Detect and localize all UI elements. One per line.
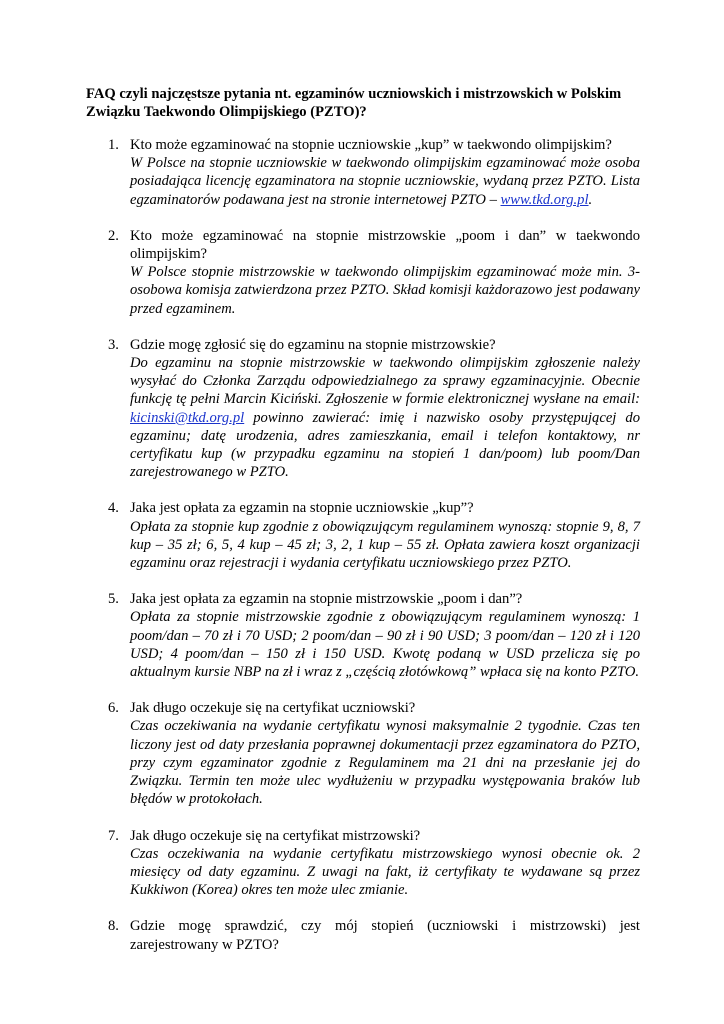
faq-question: Kto może egzaminować na stopnie mistrzowskie „poom i dan” w taekwondo olimpijskim? <box>130 227 640 263</box>
faq-question: Kto może egzaminować na stopnie uczniowskie „kup” w taekwondo olimpijskim? <box>130 137 612 153</box>
faq-question: Jaka jest opłata za egzamin na stopnie uczniowskie „kup”? <box>130 500 474 517</box>
answer-text: W Polsce na stopnie uczniowskie w taekwondo olimpijskim egzaminować może osoba posiadająca licencję egzaminatora na stopnie uczniowskie, wydaną przez PZTO. Lista egzaminatorów podawana jest na stronie internetowej PZTO – <box>130 155 640 208</box>
page-title: FAQ czyli najczęstsze pytania nt. egzaminów uczniowskich i mistrzowskich w Polskim Związku Taekwondo Olimpijskiego (PZTO)? <box>86 86 622 120</box>
item-number: 1. <box>108 137 119 153</box>
item-number: 2. <box>108 227 119 244</box>
faq-answer: Czas oczekiwania na wydanie certyfikatu wynosi maksymalnie 2 tygodnie. Czas ten liczony jest od daty przesłania poprawnej dokumentacji przez egzaminatora do PZTO, przy czym egzaminator zgodnie z Regulaminem ma 21 dni na przesłanie jej do Związku. Termin ten może ulec wydłużeniu w przypadku występowania braków lub błędów w protokołach. <box>130 718 640 808</box>
website-link[interactable]: www.tkd.org.pl <box>500 191 589 208</box>
faq-question: Gdzie mogę zgłosić się do egzaminu na stopnie mistrzowskie? <box>130 336 496 353</box>
faq-question: Jaka jest opłata za egzamin na stopnie mistrzowskie „poom i dan”? <box>130 591 523 608</box>
item-number: 6. <box>108 700 119 717</box>
item-number: 5. <box>108 591 119 608</box>
faq-answer <box>130 154 640 209</box>
item-number: 4. <box>108 500 119 517</box>
faq-item <box>86 336 640 482</box>
faq-question: Jak długo oczekuje się na certyfikat mistrzowski? <box>130 827 421 844</box>
item-number: 7. <box>108 827 119 844</box>
answer-text: powinno zawierać: imię i nazwisko osoby przystępującej do egzaminu; datę urodzenia, adres zamieszkania, email i telefon kontaktowy, nr certyfikatu kup (w przypadku egzaminu na stopień 1 dan/poom) lub poom/Dan zarejestrowanego w PZTO. <box>130 409 640 481</box>
item-number: 8. <box>108 918 119 935</box>
faq-question: Jak długo oczekuje się na certyfikat uczniowski? <box>130 700 416 717</box>
answer-text: . <box>588 191 593 208</box>
faq-answer: Opłata za stopnie mistrzowskie zgodnie z obowiązującym regulaminem wynoszą: 1 poom/dan – 70 zł i 70 USD; 2 poom/dan – 90 zł i 90 USD; 3 poom/dan – 120 zł i 120 USD; 4 poom/dan – 150 zł i 150 USD. Kwotę podaną w USD przelicza się po aktualnym kursie NBP na zł i wraz z „częścią złotówkową” wpłaca się na konto PZTO. <box>130 609 640 681</box>
faq-item <box>86 917 640 953</box>
faq-answer <box>130 354 640 481</box>
faq-answer: W Polsce stopnie mistrzowskie w taekwondo olimpijskim egzaminować może min. 3-osobowa komisja zatwierdzona przez PZTO. Skład komisji każdorazowo jest podawany przed egzaminem. <box>130 264 640 317</box>
faq-item <box>86 136 640 209</box>
faq-question: Gdzie mogę sprawdzić, czy mój stopień (uczniowski i mistrzowski) jest zarejestrowany w PZTO? <box>130 918 640 953</box>
faq-answer: Czas oczekiwania na wydanie certyfikatu mistrzowskiego wynosi obecnie ok. 2 miesięcy od daty egzaminu. Z uwagi na fakt, iż certyfikaty te wydawane są przez Kukkiwon (Korea) okres ten może ulec zmianie. <box>130 845 640 899</box>
faq-item <box>86 227 640 318</box>
email-link[interactable]: kicinski@tkd.org.pl <box>130 409 245 426</box>
item-number: 3. <box>108 336 119 353</box>
answer-text: Do egzaminu na stopnie mistrzowskie w taekwondo olimpijskim zgłoszenie należy wysyłać do Członka Zarządu odpowiedzialnego za sprawy egzaminacyjnie. Obecnie funkcję tę pełni Marcin Kiciński. Zgłoszenie w formie elektronicznej wysłane na email: <box>130 355 640 408</box>
faq-item <box>86 499 640 572</box>
faq-item <box>86 699 640 808</box>
faq-answer: Opłata za stopnie kup zgodnie z obowiązującym regulaminem wynoszą: stopnie 9, 8, 7 kup – 35 zł; 6, 5, 4 kup – 45 zł; 3, 2, 1 kup – 55 zł. Opłata zawiera koszt organizacji egzaminu oraz rejestracji i wydania certyfikatu uczniowskiego przez PZTO. <box>130 518 640 572</box>
faq-list <box>86 136 640 972</box>
faq-item <box>86 590 640 681</box>
faq-item <box>86 827 640 900</box>
